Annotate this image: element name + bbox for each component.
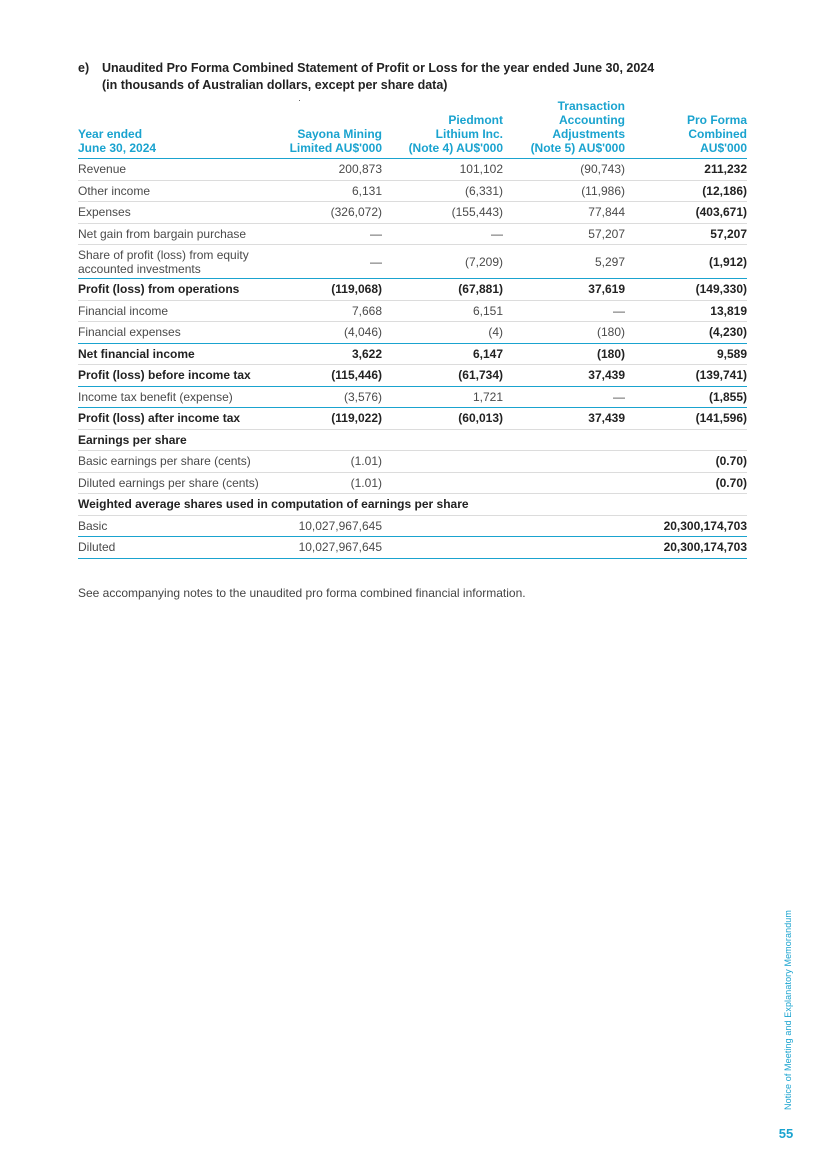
cell-pro-forma: 57,207: [625, 223, 747, 245]
cell-sayona: 10,027,967,645: [282, 515, 382, 537]
cell-piedmont: (60,013): [382, 408, 503, 430]
cell-pro-forma: (403,671): [625, 202, 747, 224]
cell-pro-forma: (12,186): [625, 180, 747, 202]
cell-pro-forma: (1,912): [625, 245, 747, 279]
row-label: Profit (loss) after income tax: [78, 408, 282, 430]
section-heading-weighted-shares: Weighted average shares used in computation of earnings per share: [78, 494, 747, 516]
row-label: Income tax benefit (expense): [78, 386, 282, 408]
cell-sayona: 7,668: [282, 300, 382, 322]
cell-sayona: (3,576): [282, 386, 382, 408]
footnote: See accompanying notes to the unaudited pro forma combined financial information.: [78, 586, 526, 600]
document-side-title: Notice of Meeting and Explanatory Memorandum: [783, 909, 793, 1110]
table-row: [78, 300, 747, 322]
cell-pro-forma: 20,300,174,703: [625, 515, 747, 537]
table-row: [78, 245, 747, 279]
cell-piedmont: (67,881): [382, 279, 503, 301]
table-row: [78, 322, 747, 344]
cell-sayona: —: [282, 223, 382, 245]
cell-sayona: (1.01): [282, 451, 382, 473]
cell-adjustments: —: [503, 300, 625, 322]
cell-piedmont: (61,734): [382, 365, 503, 387]
cell-adjustments: 37,439: [503, 408, 625, 430]
cell-piedmont: (4): [382, 322, 503, 344]
cell-pro-forma: (4,230): [625, 322, 747, 344]
row-label: Net financial income: [78, 343, 282, 365]
cell-adjustments: (90,743): [503, 159, 625, 181]
row-label: Basic: [78, 515, 282, 537]
cell-pro-forma: (149,330): [625, 279, 747, 301]
cell-pro-forma: (1,855): [625, 386, 747, 408]
table-row-total: [78, 408, 747, 430]
row-label: Profit (loss) before income tax: [78, 365, 282, 387]
cell-adjustments: 37,439: [503, 365, 625, 387]
cell-sayona: 3,622: [282, 343, 382, 365]
cell-pro-forma: (139,741): [625, 365, 747, 387]
row-label: Diluted: [78, 537, 282, 559]
statement-title: [78, 60, 678, 94]
table-row-subtotal: [78, 343, 747, 365]
cell-adjustments: —: [503, 386, 625, 408]
cell-piedmont: [382, 451, 503, 473]
cell-adjustments: (180): [503, 322, 625, 344]
row-label: Financial expenses: [78, 322, 282, 344]
cell-adjustments: 77,844: [503, 202, 625, 224]
cell-adjustments: [503, 451, 625, 473]
table-row: [78, 515, 747, 537]
cell-pro-forma: 9,589: [625, 343, 747, 365]
cell-piedmont: [382, 472, 503, 494]
profit-loss-table: [78, 99, 747, 559]
table-row-subtotal: [78, 365, 747, 387]
cell-pro-forma: (141,596): [625, 408, 747, 430]
cell-piedmont: (155,443): [382, 202, 503, 224]
row-label: Expenses: [78, 202, 282, 224]
header-piedmont: Piedmont Lithium Inc. (Note 4) AU$'000: [382, 99, 503, 159]
row-label: Basic earnings per share (cents): [78, 451, 282, 473]
cell-piedmont: 1,721: [382, 386, 503, 408]
cell-piedmont: —: [382, 223, 503, 245]
row-label: Net gain from bargain purchase: [78, 223, 282, 245]
cell-sayona: 10,027,967,645: [282, 537, 382, 559]
section-heading-eps: Earnings per share: [78, 429, 747, 451]
cell-sayona: 6,131: [282, 180, 382, 202]
cell-adjustments: [503, 472, 625, 494]
table-row: [78, 202, 747, 224]
section-heading-row: [78, 429, 747, 451]
row-label: Revenue: [78, 159, 282, 181]
title-line-1: Unaudited Pro Forma Combined Statement of Profit or Loss for the year ended June 30, 2024: [102, 61, 655, 75]
cell-sayona: (119,022): [282, 408, 382, 430]
row-label: Diluted earnings per share (cents): [78, 472, 282, 494]
header-adjustments: Transaction Accounting Adjustments (Note 5) AU$'000: [503, 99, 625, 159]
cell-piedmont: 6,147: [382, 343, 503, 365]
row-label: Share of profit (loss) from equity accounted investments: [78, 245, 282, 279]
header-pro-forma: Pro Forma Combined AU$'000: [625, 99, 747, 159]
page-number: 55: [778, 1126, 794, 1141]
title-line-2: (in thousands of Australian dollars, except per share data): [102, 78, 448, 92]
cell-adjustments: 5,297: [503, 245, 625, 279]
table-row: [78, 159, 747, 181]
section-heading-row: [78, 494, 747, 516]
cell-sayona: (1.01): [282, 472, 382, 494]
section-label: e): [78, 61, 90, 75]
cell-adjustments: [503, 515, 625, 537]
cell-piedmont: [382, 537, 503, 559]
cell-adjustments: 57,207: [503, 223, 625, 245]
cell-adjustments: (11,986): [503, 180, 625, 202]
cell-pro-forma: 211,232: [625, 159, 747, 181]
table-row: [78, 180, 747, 202]
cell-adjustments: [503, 537, 625, 559]
cell-pro-forma: (0.70): [625, 451, 747, 473]
cell-adjustments: 37,619: [503, 279, 625, 301]
cell-pro-forma: 13,819: [625, 300, 747, 322]
row-label: Other income: [78, 180, 282, 202]
cell-sayona: —: [282, 245, 382, 279]
cell-pro-forma: 20,300,174,703: [625, 537, 747, 559]
cell-piedmont: (7,209): [382, 245, 503, 279]
table-row: [78, 223, 747, 245]
table-row-subtotal: [78, 279, 747, 301]
cell-piedmont: [382, 515, 503, 537]
table-row: [78, 386, 747, 408]
header-sayona: Sayona Mining Limited AU$'000: [282, 99, 382, 159]
cell-sayona: (115,446): [282, 365, 382, 387]
cell-sayona: (4,046): [282, 322, 382, 344]
cell-adjustments: (180): [503, 343, 625, 365]
cell-piedmont: 6,151: [382, 300, 503, 322]
table-row: [78, 537, 747, 559]
cell-piedmont: 101,102: [382, 159, 503, 181]
cell-piedmont: (6,331): [382, 180, 503, 202]
row-label: Profit (loss) from operations: [78, 279, 282, 301]
table-header-row: [78, 99, 747, 159]
cell-sayona: (119,068): [282, 279, 382, 301]
cell-pro-forma: (0.70): [625, 472, 747, 494]
table-row: [78, 472, 747, 494]
table-row: [78, 451, 747, 473]
header-year-ended: Year ended June 30, 2024: [78, 99, 282, 159]
cell-sayona: (326,072): [282, 202, 382, 224]
row-label: Financial income: [78, 300, 282, 322]
cell-sayona: 200,873: [282, 159, 382, 181]
